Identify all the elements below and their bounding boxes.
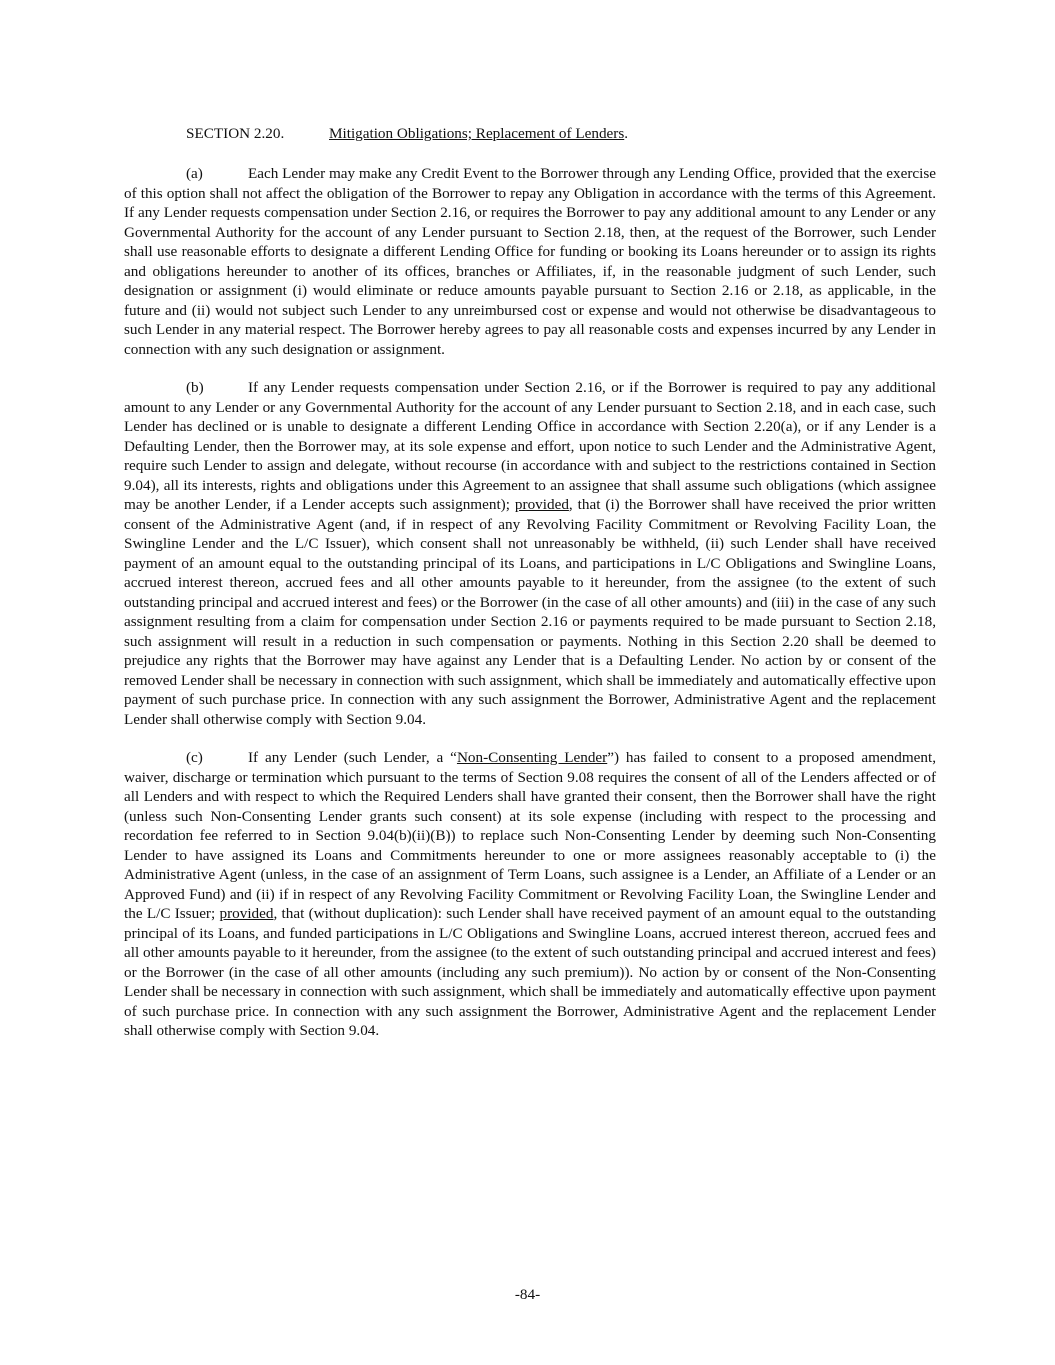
non-consenting-lender-term: Non-Consenting Lender bbox=[456, 749, 608, 766]
paragraph-c-label: (c) bbox=[186, 749, 203, 766]
section-title-period: . bbox=[624, 125, 629, 142]
paragraph-c-text-2: ”) has failed to consent to a proposed amendment, waiver, discharge or termination which pursuant to the terms of Section 9.08 requires the consent of all of the Lenders affected or of all Lenders and with respect to which the Required Lenders shall have granted their consent, then the Borrower shall have the right (unless such Non-Consenting Lender grants such consent) at its sole expense (including with respect to the processing and recordation fee referred to in Section 9.04(b)(ii)(B)) to replace such Non-Consenting Lender by deeming such Non-Consenting Lender to have assigned its Loans and Commitments hereunder to one or more assignees reasonably acceptable to (i) the Administrative Agent (unless, in the case of an assignment of Term Loans, such assignee is a Lender, an Affiliate of a Lender or an Approved Fund) and (ii) if in respect of any Revolving Facility Commitment or Revolving Facility Loan, the Swingline Lender and the L/C Issuer; bbox=[124, 749, 937, 922]
paragraph-c-text-1: If any Lender (such Lender, a “ bbox=[248, 749, 457, 766]
page-number: -84- bbox=[514, 1286, 541, 1303]
paragraph-b-label: (b) bbox=[186, 379, 204, 396]
paragraph-b-text-2: , that (i) the Borrower shall have received the prior written consent of the Administrative Agent (and, if in respect of any Revolving Facility Commitment or Revolving Facility Loan, the Swingline Lender and the L/C Issuer), which consent shall not unreasonably be withheld, (ii) such Lender shall have received payment of an amount equal to the outstanding principal of its Loans, and participations in L/C Obligations and Swingline Loans, accrued interest thereon, accrued fees and all other amounts payable to it hereunder, from the assignee (to the extent of such outstanding principal and accrued interest and fees) or the Borrower (in the case of all other amounts) and (iii) in the case of any such assignment resulting from a claim for compensation under Section 2.16 or payments required to be made pursuant to Section 2.18, such assignment will result in a reduction in such compensation or payments. Nothing in this Section 2.20 shall be deemed to prejudice any rights that the Borrower may have against any Lender that is a Defaulting Lender. No action by or consent of the removed Lender shall be necessary in connection with such assignment, which shall be immediately and automatically effective upon payment of such purchase price. In connection with any such assignment the Borrower, Administrative Agent and the replacement Lender shall otherwise comply with Section 9.04. bbox=[124, 496, 936, 728]
paragraph-c-text-3: , that (without duplication): such Lender shall have received payment of an amount equal to the outstanding principal of its Loans, and funded participations in L/C Obligations and Swingline Loans, accrued interest thereon, accrued fees and all other amounts payable to it hereunder, from the assignee (to the extent of such outstanding principal and accrued interest and fees) or the Borrower (in the case of all other amounts (including any such premium)). No action by or consent of the Non-Consenting Lender shall be necessary in connection with such assignment, which shall be immediately and automatically effective upon payment of such purchase price. In connection with any such assignment the Borrower, Administrative Agent and the replacement Lender shall otherwise comply with Section 9.04. bbox=[124, 905, 937, 1039]
paragraph-a-label: (a) bbox=[186, 165, 203, 182]
paragraph-b bbox=[124, 378, 936, 729]
paragraph-a bbox=[124, 164, 936, 359]
paragraph-b-text-1: If any Lender requests compensation under Section 2.16, or if the Borrower is required to pay any additional amount to any Lender or any Governmental Authority for the account of any Lender pursuant to Section 2.18, and in each case, such Lender has declined or is unable to designate a different Lending Office in accordance with Section 2.20(a), or if any Lender is a Defaulting Lender, then the Borrower may, at its sole expense and effort, upon notice to such Lender and the Administrative Agent, require such Lender to assign and delegate, without recourse (in accordance with and subject to the restrictions contained in Section 9.04), all its interests, rights and obligations under this Agreement to an assignee that shall assume such obligations (which assignee may be another Lender, if a Lender accepts such assignment); bbox=[124, 379, 936, 513]
provided-term: provided bbox=[219, 905, 274, 922]
paragraph-c bbox=[124, 748, 936, 1041]
section-heading bbox=[124, 124, 936, 144]
section-title: Mitigation Obligations; Replacement of Lenders bbox=[329, 125, 625, 142]
paragraph-a-text: Each Lender may make any Credit Event to the Borrower through any Lending Office, provided that the exercise of this option shall not affect the obligation of the Borrower to repay any Obligation in accordance with the terms of this Agreement. If any Lender requests compensation under Section 2.16, or requires the Borrower to pay any additional amount to any Lender or any Governmental Authority for the account of any Lender pursuant to Section 2.18, then, at the request of the Borrower, such Lender shall use reasonable efforts to designate a different Lending Office for funding or booking its Loans hereunder or to assign its rights and obligations hereunder to another of its offices, branches or Affiliates, if, in the reasonable judgment of such Lender, such designation or assignment (i) would eliminate or reduce amounts payable pursuant to Section 2.16 or 2.18, as applicable, in the future and (ii) would not subject such Lender to any unreimbursed cost or expense and would not otherwise be disadvantageous to such Lender in any material respect. The Borrower hereby agrees to pay all reasonable costs and expenses incurred by any Lender in connection with any such designation or assignment. bbox=[124, 165, 936, 358]
section-number: SECTION 2.20. bbox=[186, 125, 285, 142]
provided-term: provided bbox=[514, 496, 569, 513]
document-page bbox=[124, 124, 936, 1041]
